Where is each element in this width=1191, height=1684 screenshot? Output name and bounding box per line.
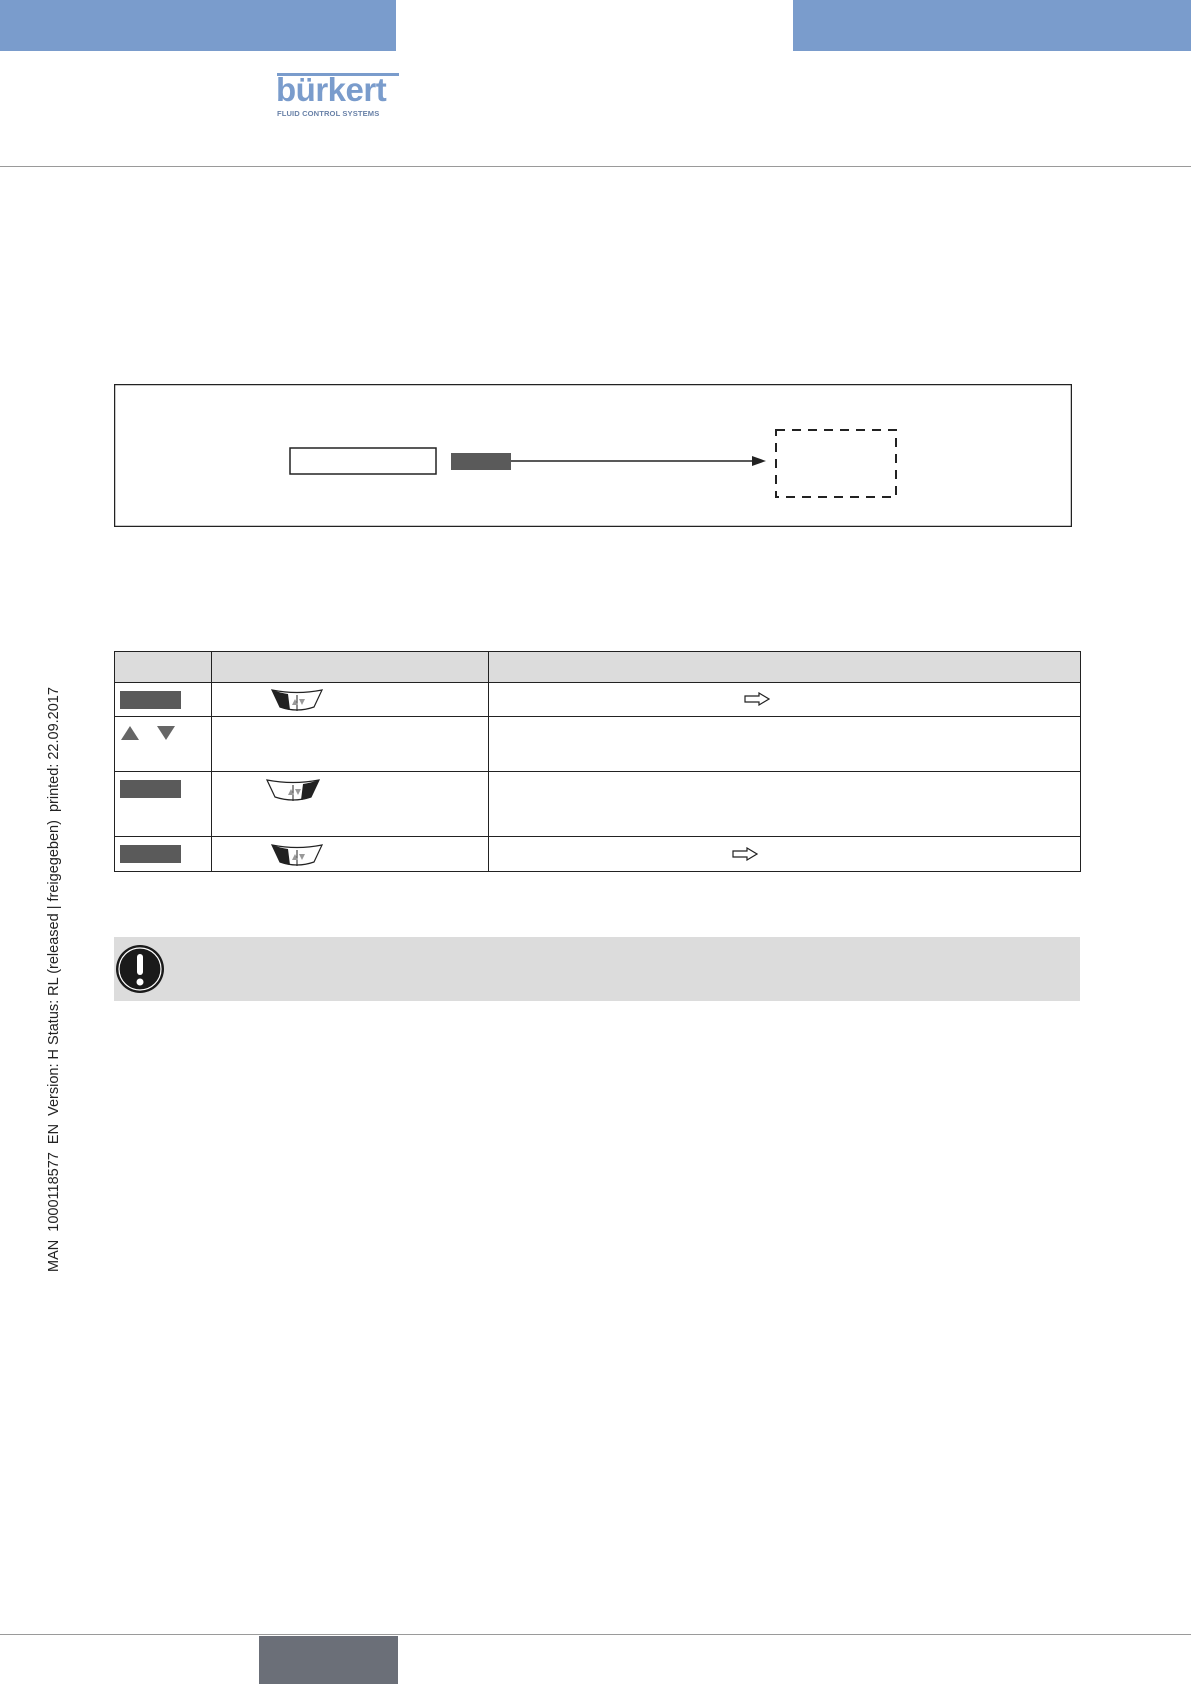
burkert-logo — [276, 72, 400, 120]
table-header-row — [115, 652, 1081, 683]
arrow-down-icon — [156, 725, 176, 741]
softkey-box — [451, 453, 511, 470]
table-cell-key — [115, 772, 212, 837]
key-function-table — [114, 651, 1081, 872]
table-row — [115, 717, 1081, 772]
table-row — [115, 683, 1081, 717]
table-cell-description — [489, 772, 1081, 837]
document-side-note: MAN 1000118577 EN Version: H Status: RL (released | freigegeben) printed: 22.09.2017 — [46, 687, 62, 1272]
table-cell-key — [115, 683, 212, 717]
dial-right-pressed-icon — [265, 777, 321, 803]
table-header-cell-2 — [212, 652, 489, 683]
menu-flow-diagram — [114, 384, 1072, 527]
important-note-box — [114, 937, 1080, 1001]
table-cell-key — [115, 837, 212, 872]
table-header-cell-3 — [489, 652, 1081, 683]
exclamation-icon — [114, 943, 166, 995]
dial-left-pressed-icon — [270, 842, 324, 868]
arrow-up-icon — [120, 725, 140, 741]
softkey-icon — [120, 780, 181, 798]
table-cell-description — [489, 837, 1081, 872]
table-cell-dial — [212, 837, 489, 872]
target-dashed-box — [776, 430, 896, 497]
table-cell-dial — [212, 717, 489, 772]
softkey-icon — [120, 691, 181, 709]
table-row — [115, 772, 1081, 837]
dial-left-pressed-icon — [270, 687, 324, 713]
table-cell-key — [115, 717, 212, 772]
menu-label-box — [290, 448, 436, 474]
result-arrow-icon — [732, 847, 758, 861]
footer-page-tab — [259, 1636, 398, 1684]
diagram-frame — [115, 385, 1072, 527]
result-arrow-icon — [744, 692, 770, 706]
table-cell-description — [489, 683, 1081, 717]
softkey-icon — [120, 845, 181, 863]
header-band-right — [793, 0, 1191, 51]
table-cell-description — [489, 717, 1081, 772]
flow-arrow-head — [752, 456, 766, 466]
logo-tagline: FLUID CONTROL SYSTEMS — [277, 109, 380, 118]
table-header-cell-1 — [115, 652, 212, 683]
table-cell-dial — [212, 683, 489, 717]
table-cell-dial — [212, 772, 489, 837]
logo-wordmark: bürkert — [276, 71, 387, 108]
footer-rule — [0, 1634, 1191, 1635]
header-rule — [0, 166, 1191, 167]
table-row — [115, 837, 1081, 872]
header-band-left — [0, 0, 396, 51]
